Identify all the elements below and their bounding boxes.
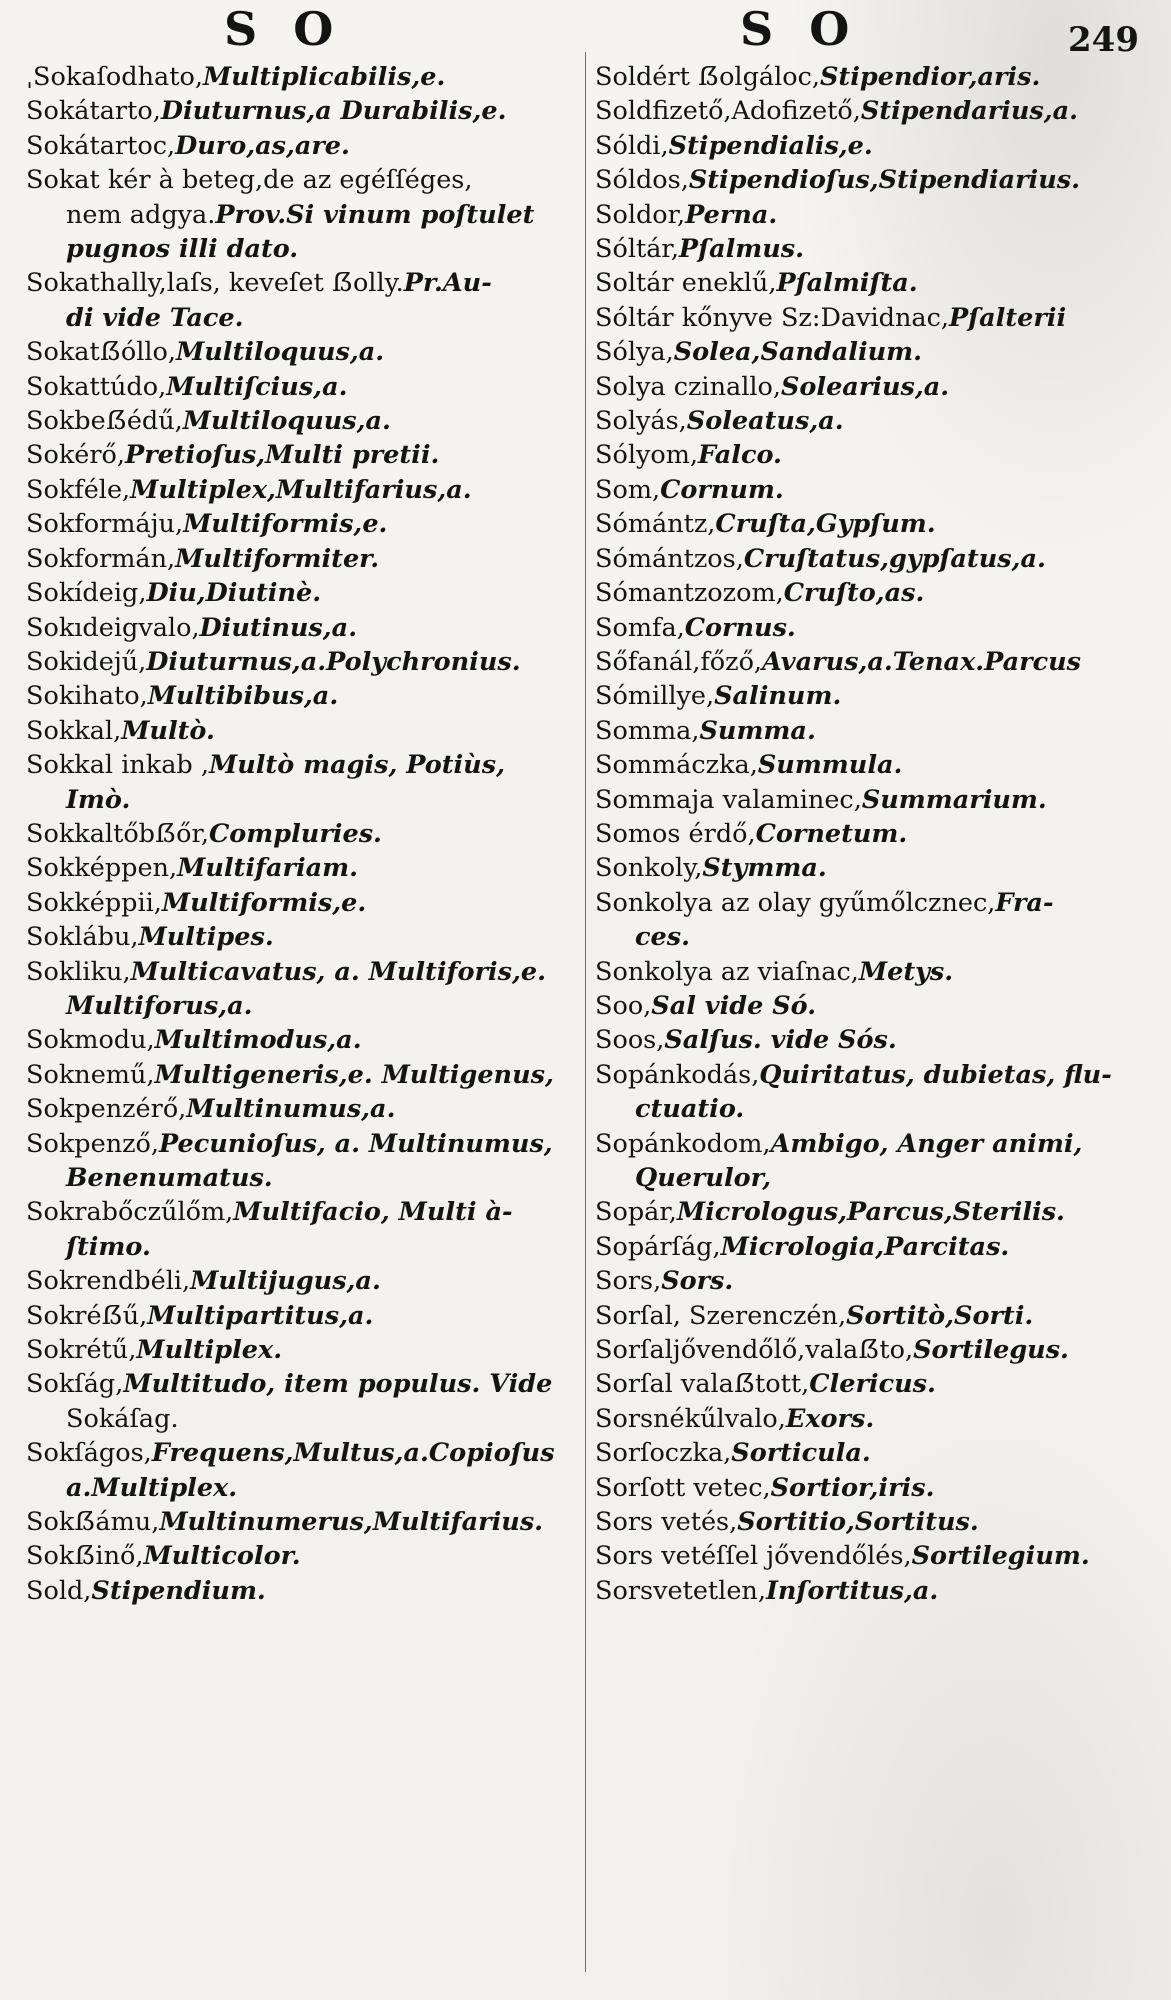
latin-gloss: Stipendium. bbox=[91, 1575, 266, 1606]
latin-gloss: Micrologus,Parcus,Sterilis. bbox=[676, 1197, 1065, 1228]
dictionary-entry bbox=[595, 851, 1155, 885]
entry-continuation bbox=[26, 232, 581, 266]
latin-gloss: Multigeneris,e. Multigenus, bbox=[154, 1059, 554, 1090]
headword: Sonkolya az olay gyűmőlcznec, bbox=[595, 887, 996, 918]
headword: Sóldos, bbox=[595, 165, 689, 196]
headword: Sorſal valaẞtott, bbox=[595, 1369, 810, 1400]
latin-gloss: Multiloquus,a. bbox=[176, 337, 385, 368]
dictionary-entry bbox=[26, 60, 581, 94]
dictionary-entry bbox=[26, 886, 581, 920]
headword: Sokképpii, bbox=[26, 887, 162, 918]
latin-gloss: Sortitò,Sorti. bbox=[846, 1300, 1034, 1331]
dictionary-entry bbox=[595, 1402, 1155, 1436]
dictionary-entry bbox=[595, 542, 1155, 576]
latin-gloss: Avarus,a.Tenax.Parcus bbox=[762, 646, 1082, 677]
latin-gloss: Summarium. bbox=[861, 784, 1047, 815]
latin-gloss: Ambigo, Anger animi, bbox=[770, 1128, 1083, 1159]
headword: Sorſoczka, bbox=[595, 1438, 732, 1469]
headword: Sold, bbox=[26, 1575, 92, 1606]
latin-gloss: Salinum. bbox=[714, 681, 842, 712]
headword: Sokliku, bbox=[26, 956, 131, 987]
dictionary-entry bbox=[26, 1505, 581, 1539]
headword: Sokpenző, bbox=[26, 1128, 160, 1159]
dictionary-entry bbox=[595, 1333, 1155, 1367]
headword: Soo, bbox=[595, 990, 652, 1021]
latin-gloss: Pecunioſus, a. Multinumus, bbox=[159, 1128, 553, 1159]
headword: Sors vetés, bbox=[595, 1507, 738, 1538]
headword: Sokféle, bbox=[26, 474, 131, 505]
dictionary-entry bbox=[595, 507, 1155, 541]
latin-gloss: Diutinus,a. bbox=[199, 612, 358, 643]
latin-gloss: ſtimo. bbox=[66, 1231, 151, 1262]
dictionary-entry bbox=[595, 232, 1155, 266]
entry-continuation bbox=[595, 920, 1155, 954]
dictionary-entry bbox=[26, 1127, 581, 1161]
left-column bbox=[26, 60, 581, 1608]
latin-gloss: Clericus. bbox=[809, 1369, 936, 1400]
latin-gloss: Pretioſus,Multi pretii. bbox=[125, 440, 440, 471]
latin-gloss: Summa. bbox=[699, 715, 816, 746]
entry-continuation bbox=[26, 1402, 581, 1436]
latin-gloss: Multiformiter. bbox=[175, 543, 380, 574]
dictionary-entry bbox=[26, 1023, 581, 1057]
latin-gloss: Perna. bbox=[685, 199, 778, 230]
latin-gloss: ces. bbox=[635, 922, 690, 953]
latin-gloss: Sortilegus. bbox=[913, 1335, 1069, 1366]
latin-gloss: Stipendior,aris. bbox=[820, 62, 1041, 92]
latin-gloss: Querulor, bbox=[635, 1163, 772, 1193]
headword: Sólyom, bbox=[595, 440, 699, 471]
latin-gloss: Inſortitus,a. bbox=[765, 1575, 939, 1606]
latin-gloss: pugnos illi dato. bbox=[66, 234, 299, 265]
dictionary-entry bbox=[595, 1023, 1155, 1057]
dictionary-entry bbox=[595, 473, 1155, 507]
dictionary-entry bbox=[595, 611, 1155, 645]
headword: Soos, bbox=[595, 1025, 665, 1056]
headword: Sorsnékűlvalo, bbox=[595, 1403, 786, 1434]
headword: Sokſág, bbox=[26, 1369, 124, 1400]
latin-gloss: Diuturnus,a Durabilis,e. bbox=[160, 96, 507, 127]
headword: Sokrendbéli, bbox=[26, 1266, 191, 1297]
dictionary-entry bbox=[595, 714, 1155, 748]
latin-gloss: Falco. bbox=[698, 440, 782, 471]
latin-gloss: Multiloquus,a. bbox=[182, 406, 391, 437]
left-running-head: S O bbox=[224, 2, 344, 56]
dictionary-entry bbox=[595, 1436, 1155, 1470]
headword: Soltár eneklű, bbox=[595, 268, 777, 299]
dictionary-entry bbox=[26, 1264, 581, 1298]
latin-gloss: Exors. bbox=[785, 1403, 875, 1434]
latin-gloss: Pſalmus. bbox=[678, 234, 805, 265]
dictionary-entry bbox=[26, 507, 581, 541]
latin-gloss: Multò. bbox=[121, 715, 215, 746]
headword: Somma, bbox=[595, 715, 700, 746]
dictionary-entry bbox=[26, 163, 581, 197]
dictionary-entry bbox=[26, 370, 581, 404]
headword: Sommaja valaminec, bbox=[595, 784, 862, 815]
dictionary-entry bbox=[26, 94, 581, 128]
headword: Sors, bbox=[595, 1266, 662, 1297]
headword: Sokmodu, bbox=[26, 1025, 155, 1056]
latin-gloss: Duro,as,are. bbox=[175, 130, 350, 161]
latin-gloss: Multicolor. bbox=[143, 1541, 301, 1572]
column-divider bbox=[585, 52, 586, 1972]
headword: Sóldi, bbox=[595, 130, 669, 161]
dictionary-entry bbox=[26, 1539, 581, 1573]
dictionary-entry bbox=[26, 404, 581, 438]
headword: Soknemű, bbox=[26, 1059, 155, 1090]
latin-gloss: Fra- bbox=[995, 887, 1054, 918]
dictionary-entry bbox=[26, 129, 581, 163]
latin-gloss: Multipartitus,a. bbox=[147, 1300, 374, 1331]
headword: Sokkaltőbẞőr, bbox=[26, 818, 209, 849]
latin-gloss: Cornum. bbox=[660, 474, 784, 505]
latin-gloss: Multiformis,e. bbox=[161, 887, 367, 918]
dictionary-entry bbox=[26, 473, 581, 507]
right-column bbox=[595, 60, 1155, 1608]
headword: Sokkal, bbox=[26, 715, 122, 746]
latin-gloss: Sortior,iris. bbox=[770, 1472, 935, 1503]
dictionary-entry bbox=[26, 1299, 581, 1333]
latin-gloss: Multifariam. bbox=[177, 853, 359, 884]
right-running-head: S O bbox=[740, 2, 860, 56]
dictionary-entry bbox=[26, 817, 581, 851]
latin-gloss: Cruſto,as. bbox=[783, 578, 925, 609]
headword: Sokáſag. bbox=[66, 1403, 179, 1434]
headword: Sokréẞű, bbox=[26, 1300, 148, 1331]
dictionary-entry bbox=[26, 1574, 581, 1608]
dictionary-entry bbox=[26, 955, 581, 989]
latin-gloss: Solearius,a. bbox=[780, 371, 950, 402]
latin-gloss: Imò. bbox=[66, 784, 131, 815]
latin-gloss: Salſus. vide Sós. bbox=[664, 1025, 897, 1056]
headword: Sokátartoc, bbox=[26, 130, 176, 161]
latin-gloss: Pſalterii bbox=[949, 302, 1067, 333]
latin-gloss: Metys. bbox=[858, 956, 954, 987]
entry-continuation bbox=[26, 989, 581, 1023]
dictionary-entry bbox=[595, 129, 1155, 163]
dictionary-entry bbox=[595, 94, 1155, 128]
dictionary-entry bbox=[595, 1127, 1155, 1161]
dictionary-entry bbox=[26, 1367, 581, 1401]
dictionary-entry bbox=[595, 60, 1155, 94]
headword: Sőfanál,főző, bbox=[595, 646, 763, 677]
latin-gloss: Multò magis, Potiùs, bbox=[208, 750, 505, 781]
headword: Soklábu, bbox=[26, 922, 139, 953]
headword: Soldért ẞolgáloc, bbox=[595, 62, 821, 92]
dictionary-entry bbox=[595, 1195, 1155, 1229]
dictionary-entry bbox=[595, 1058, 1155, 1092]
headword: Sopár, bbox=[595, 1197, 677, 1228]
latin-gloss: Multijugus,a. bbox=[190, 1266, 381, 1297]
dictionary-entry bbox=[595, 955, 1155, 989]
dictionary-entry bbox=[595, 1264, 1155, 1298]
dictionary-entry bbox=[595, 1574, 1155, 1608]
latin-gloss: Sal vide Só. bbox=[651, 990, 817, 1021]
headword: Sopánkodom, bbox=[595, 1128, 771, 1159]
headword: Sokattúdo, bbox=[26, 371, 167, 402]
latin-gloss: Quiritatus, dubietas, flu- bbox=[759, 1059, 1112, 1090]
dictionary-entry bbox=[26, 1195, 581, 1229]
latin-gloss: ctuatio. bbox=[635, 1094, 745, 1125]
dictionary-entry bbox=[595, 748, 1155, 782]
headword: Sokformán, bbox=[26, 543, 176, 574]
dictionary-entry bbox=[595, 1505, 1155, 1539]
dictionary-entry bbox=[595, 370, 1155, 404]
latin-gloss: Multitudo, item populus. Vide bbox=[123, 1369, 553, 1400]
latin-gloss: di vide Tace. bbox=[66, 302, 244, 333]
entry-continuation bbox=[26, 301, 581, 335]
dictionary-entry bbox=[595, 886, 1155, 920]
dictionary-entry bbox=[595, 1367, 1155, 1401]
dictionary-entry bbox=[595, 438, 1155, 472]
headword: Sóltár, bbox=[595, 234, 679, 265]
headword: Sokſágos, bbox=[26, 1438, 152, 1469]
latin-gloss: Pr.Au- bbox=[403, 268, 492, 299]
latin-gloss: Sortilegium. bbox=[911, 1541, 1090, 1572]
latin-gloss: Cornus. bbox=[684, 612, 796, 643]
dictionary-entry bbox=[595, 989, 1155, 1023]
dictionary-entry bbox=[595, 266, 1155, 300]
dictionary-entry bbox=[595, 783, 1155, 817]
latin-gloss: a.Multiplex. bbox=[66, 1472, 238, 1503]
headword: Sopárſág, bbox=[595, 1231, 721, 1262]
dictionary-entry bbox=[26, 1436, 581, 1470]
latin-gloss: Multinumerus,Multifarius. bbox=[159, 1507, 544, 1538]
headword: Sokidejű, bbox=[26, 646, 147, 677]
headword: Solya czinallo, bbox=[595, 371, 781, 402]
latin-gloss: Benenumatus. bbox=[66, 1163, 273, 1193]
headword: Sopánkodás, bbox=[595, 1059, 760, 1090]
latin-gloss: Micrologia,Parcitas. bbox=[720, 1231, 1010, 1262]
dictionary-entry bbox=[595, 817, 1155, 851]
latin-gloss: Diuturnus,a.Polychronius. bbox=[146, 646, 521, 677]
headword: Sors vetéſſel jővendőlés, bbox=[595, 1541, 912, 1572]
dictionary-entry bbox=[595, 1230, 1155, 1264]
headword: Som, bbox=[595, 474, 661, 505]
latin-gloss: Multiplicabilis,e. bbox=[202, 62, 446, 92]
latin-gloss: Cruſta,Gypſum. bbox=[715, 509, 936, 540]
latin-gloss: Prov.Si vinum poſtulet bbox=[215, 199, 535, 230]
latin-gloss: Cornetum. bbox=[755, 818, 908, 849]
dictionary-entry bbox=[26, 542, 581, 576]
latin-gloss: Multipes. bbox=[138, 922, 274, 953]
dictionary-entry bbox=[595, 198, 1155, 232]
headword: Sokformáju, bbox=[26, 509, 184, 540]
headword: Sokihato, bbox=[26, 681, 148, 712]
headword: Sokérő, bbox=[26, 440, 126, 471]
headword: Sokídeig, bbox=[26, 578, 147, 609]
headword: Sokkal inkab , bbox=[26, 750, 209, 781]
headword: Sokrabőczűlőm, bbox=[26, 1197, 234, 1228]
headword: Sokathally,laſs, keveſet ẞolly. bbox=[26, 268, 404, 299]
headword: Somos érdő, bbox=[595, 818, 756, 849]
latin-gloss: Cruſtatus,gypſatus,a. bbox=[743, 543, 1046, 574]
latin-gloss: Solea,Sandalium. bbox=[673, 337, 923, 368]
dictionary-entry bbox=[595, 335, 1155, 369]
dictionary-entry bbox=[595, 301, 1155, 335]
latin-gloss: Multiplex,Multifarius,a. bbox=[130, 474, 472, 505]
headword: Sokıdeigvalo, bbox=[26, 612, 200, 643]
headword: Sokpenzérő, bbox=[26, 1094, 187, 1125]
entry-continuation bbox=[26, 1230, 581, 1264]
headword: Sómantzozom, bbox=[595, 578, 784, 609]
headword: Sokat kér à beteg,de az egéſſéges, bbox=[26, 165, 473, 196]
headword: Sorſaljővendőlő,valaẞto, bbox=[595, 1335, 914, 1366]
headword: Sómántzos, bbox=[595, 543, 744, 574]
dictionary-entry bbox=[595, 163, 1155, 197]
latin-gloss: Stipendialis,e. bbox=[668, 130, 873, 161]
dictionary-entry bbox=[26, 645, 581, 679]
headword: Sokrétű, bbox=[26, 1335, 137, 1366]
latin-gloss: Sors. bbox=[661, 1266, 734, 1297]
dictionary-entry bbox=[595, 404, 1155, 438]
headword: Sólya, bbox=[595, 337, 674, 368]
headword: Sonkoly, bbox=[595, 853, 703, 884]
dictionary-entry bbox=[26, 920, 581, 954]
dictionary-entry bbox=[595, 1471, 1155, 1505]
headword: Sorſal, Szerenczén, bbox=[595, 1300, 847, 1331]
entry-continuation bbox=[595, 1161, 1155, 1195]
dictionary-entry bbox=[595, 576, 1155, 610]
latin-gloss: Multimodus,a. bbox=[154, 1025, 362, 1056]
latin-gloss: Multifacio, Multi à- bbox=[233, 1197, 513, 1228]
latin-gloss: Multiſcius,a. bbox=[166, 371, 348, 402]
dictionary-entry bbox=[26, 679, 581, 713]
dictionary-entry bbox=[26, 851, 581, 885]
headword: Sómillye, bbox=[595, 681, 715, 712]
headword: Sokatẞóllo, bbox=[26, 337, 176, 368]
dictionary-entry bbox=[26, 714, 581, 748]
dictionary-entry bbox=[26, 1333, 581, 1367]
latin-gloss: Sortitio,Sortitus. bbox=[737, 1507, 979, 1538]
entry-continuation bbox=[595, 1092, 1155, 1126]
headword: Solyás, bbox=[595, 406, 687, 437]
latin-gloss: Multiplex. bbox=[136, 1335, 283, 1366]
entry-continuation bbox=[26, 198, 581, 232]
latin-gloss: Diu,Diutinè. bbox=[146, 578, 322, 609]
headword: Somfa, bbox=[595, 612, 685, 643]
headword: Sokképpen, bbox=[26, 853, 178, 884]
dictionary-entry bbox=[26, 576, 581, 610]
latin-gloss: Stipendioſus,Stipendiarius. bbox=[688, 165, 1081, 196]
dictionary-entry bbox=[26, 1058, 581, 1092]
entry-continuation bbox=[26, 1161, 581, 1195]
entry-continuation bbox=[26, 783, 581, 817]
dictionary-entry bbox=[595, 1539, 1155, 1573]
latin-gloss: Stymma. bbox=[702, 853, 827, 884]
latin-gloss: Pſalmiſta. bbox=[776, 268, 918, 299]
dictionary-entry bbox=[26, 266, 581, 300]
headword: Sómántz, bbox=[595, 509, 716, 540]
headword: Sokátarto, bbox=[26, 96, 161, 127]
headword: Sóltár kőnyve Sz:Davidnac, bbox=[595, 302, 949, 333]
headword: nem adgya. bbox=[66, 199, 216, 230]
latin-gloss: Multiforus,a. bbox=[66, 990, 253, 1021]
headword: Sokẞámu, bbox=[26, 1507, 160, 1538]
dictionary-entry bbox=[26, 611, 581, 645]
latin-gloss: Multinumus,a. bbox=[186, 1094, 396, 1125]
dictionary-entry bbox=[595, 1299, 1155, 1333]
dictionary-entry bbox=[26, 748, 581, 782]
latin-gloss: Summula. bbox=[757, 750, 903, 781]
headword: Sommáczka, bbox=[595, 750, 758, 781]
latin-gloss: Multiformis,e. bbox=[183, 509, 388, 540]
latin-gloss: Multibibus,a. bbox=[147, 681, 339, 712]
headword: Soldor, bbox=[595, 199, 686, 230]
latin-gloss: Multicavatus, a. Multiforis,e. bbox=[130, 956, 546, 987]
dictionary-entry bbox=[595, 645, 1155, 679]
dictionary-entry bbox=[595, 679, 1155, 713]
page-number: 249 bbox=[1068, 20, 1139, 60]
latin-gloss: Sorticula. bbox=[731, 1438, 871, 1469]
dictionary-entry bbox=[26, 1092, 581, 1126]
latin-gloss: Soleatus,a. bbox=[686, 406, 844, 437]
headword: Sokẞinő, bbox=[26, 1541, 144, 1572]
headword: Sorsvetetlen, bbox=[595, 1575, 766, 1606]
latin-gloss: Stipendarius,a. bbox=[860, 96, 1078, 127]
headword: Sorſott vetec, bbox=[595, 1472, 771, 1503]
dictionary-entry bbox=[26, 335, 581, 369]
headword: Sonkolya az viaſnac, bbox=[595, 956, 859, 987]
latin-gloss: Compluries. bbox=[209, 818, 382, 849]
entry-continuation bbox=[26, 1471, 581, 1505]
headword: Sokbeẞédű, bbox=[26, 406, 183, 437]
dictionary-entry bbox=[26, 438, 581, 472]
latin-gloss: Frequens,Multus,a.Copioſus bbox=[151, 1438, 555, 1469]
headword: Soldfizető,Adofizető, bbox=[595, 96, 861, 127]
headword: ˌSokaſodhato, bbox=[26, 62, 203, 92]
